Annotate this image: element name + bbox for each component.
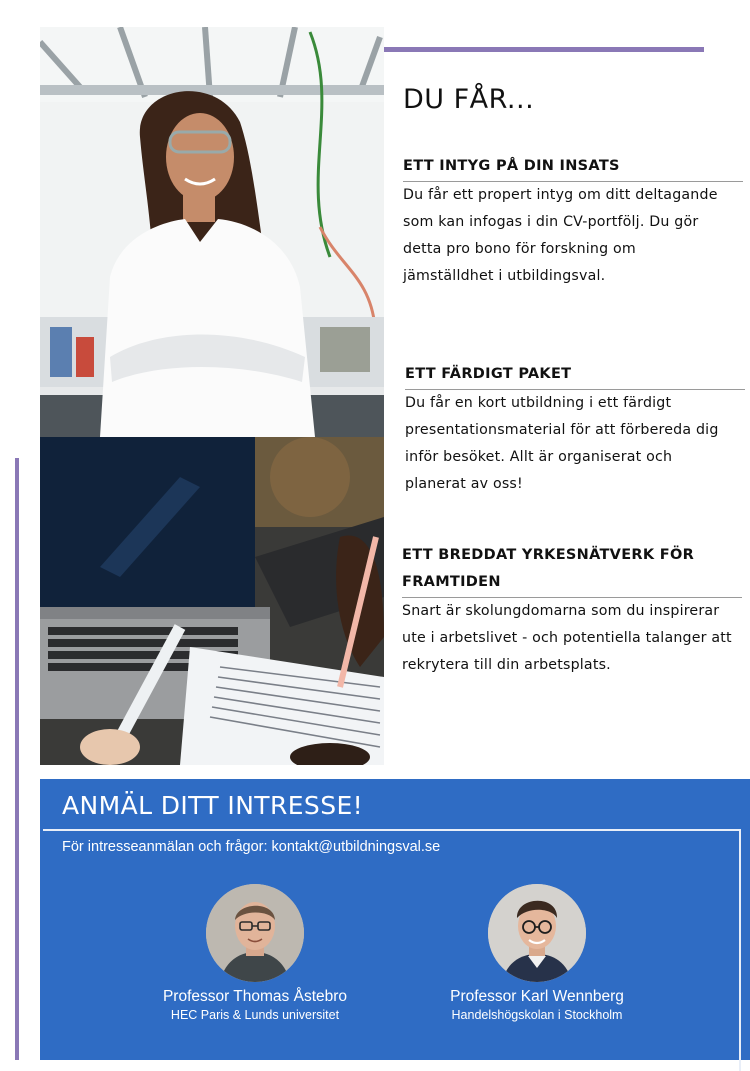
benefit-line: rekrytera till din arbetsplats.	[402, 657, 611, 673]
benefit-line: Du får ett propert intyg om ditt deltagande	[403, 187, 718, 203]
benefit-line: detta pro bono för forskning om	[403, 241, 636, 257]
benefit-line: inför besöket. Allt är organiserat och	[405, 449, 673, 465]
person-affiliation: HEC Paris & Lunds universitet	[170, 1008, 340, 1022]
benefit-title-line: ETT BREDDAT YRKESNÄTVERK FÖR	[402, 547, 695, 563]
left-accent-bar	[15, 458, 19, 1060]
benefit-title	[402, 542, 742, 569]
benefit-title-line: FRAMTIDEN	[402, 574, 501, 590]
signup-section	[40, 779, 750, 1060]
contact-person-wennberg	[422, 884, 652, 1022]
signup-title: ANMÄL DITT INTRESSE!	[62, 791, 364, 820]
avatar	[206, 884, 304, 982]
person-name: Professor Karl Wennberg	[450, 988, 624, 1005]
benefit-title	[402, 569, 742, 598]
avatar	[488, 884, 586, 982]
page-heading: DU FÅR...	[403, 84, 535, 115]
benefit-line: Snart är skolungdomarna som du inspirerar	[402, 603, 720, 619]
benefit-line: planerat av oss!	[405, 476, 523, 492]
benefit-line: jämställdhet i utbildingsval.	[403, 268, 606, 284]
benefit-line: presentationsmaterial för att förbereda dig	[405, 422, 719, 438]
contact-text: För intresseanmälan och frågor: kontakt@utbildningsval.se	[62, 839, 441, 855]
person-affiliation: Handelshögskolan i Stockholm	[451, 1008, 623, 1022]
benefit-title: ETT INTYG PÅ DIN INSATS	[403, 153, 743, 182]
benefit-line: ute i arbetslivet - och potentiella talanger att	[402, 630, 732, 646]
lab-scientist-photo	[40, 27, 384, 437]
benefit-title: ETT FÄRDIGT PAKET	[405, 361, 745, 390]
benefit-line: Du får en kort utbildning i ett färdigt	[405, 395, 672, 411]
laptop-notes-photo	[40, 437, 384, 765]
benefit-line: som kan infogas i din CV-portfölj. Du gör	[403, 214, 699, 230]
benefit-package	[405, 361, 745, 498]
person-name: Professor Thomas Åstebro	[162, 988, 348, 1005]
benefit-certificate	[403, 153, 743, 290]
contact-person-astebro	[140, 884, 370, 1022]
benefit-network	[402, 542, 742, 679]
